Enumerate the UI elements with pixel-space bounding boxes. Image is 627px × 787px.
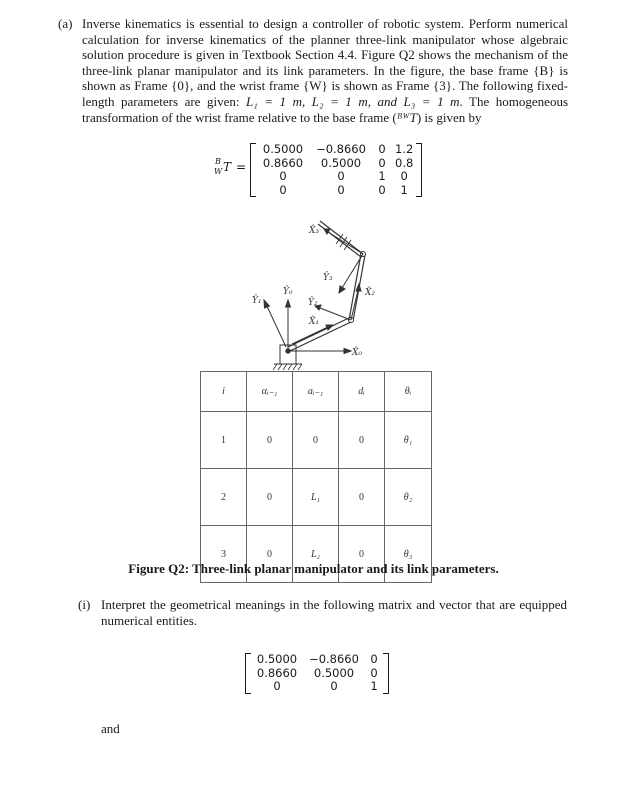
frame-0: {0} (171, 78, 191, 94)
dh-row (201, 412, 432, 469)
label-y0: Ŷ₀ (283, 287, 293, 297)
dh-cell: 3 (201, 526, 247, 583)
y2-axis (320, 308, 351, 320)
dh-cell: 0 (339, 526, 385, 583)
x0-arrow (344, 349, 351, 354)
bracket-right (383, 653, 389, 694)
label-main: T (223, 160, 232, 174)
rotation-matrix (245, 653, 389, 694)
matrix-cell: 0.5000 (313, 665, 355, 680)
transform-matrix (250, 143, 422, 197)
matrix-cell: 0 (378, 182, 386, 197)
dh-header-row (201, 372, 432, 412)
y0-arrow (286, 300, 291, 307)
matrix-cell: 0 (279, 182, 287, 197)
frame-3: {3} (433, 78, 452, 94)
dh-header: θᵢ (385, 372, 432, 412)
label-equals: = (236, 160, 247, 174)
dh-cell: 2 (201, 469, 247, 526)
question-label: (a) (58, 16, 73, 31)
manipulator-figure (230, 208, 390, 373)
y1-axis (266, 304, 286, 347)
link-lengths: L₁ = 1 m, L₂ = 1 m, and L₃ = 1 m (245, 93, 460, 109)
link-3 (320, 221, 363, 254)
link-1-edge (288, 317, 351, 347)
frame-b: {B} (533, 62, 555, 78)
dh-cell: 0 (247, 526, 293, 583)
para-part: Inverse kinematics is essential to design a controller of robotic system. Perform numerical calculation for inverse kinematics of the planner three-link manipulator whose algebraic solution procedure is given in Textbook Section 4.4. Figure Q2 shows the mechanism of the three-link planar manipulator and its link parameters. In the figure, the base frame (82, 16, 568, 78)
matrix-cell: 0.8 (395, 155, 414, 170)
dh-header: αᵢ₋₁ (247, 372, 293, 412)
dh-cell: 0 (293, 412, 339, 469)
frame-w: {W} (302, 78, 328, 94)
dh-cell: 0 (339, 469, 385, 526)
label-sub: W (214, 167, 223, 176)
dh-cell: 0 (247, 412, 293, 469)
matrix-cell: 0 (279, 169, 287, 183)
dh-cell: 0 (339, 412, 385, 469)
matrix-cell: 0 (400, 169, 408, 183)
matrix-cell: 0.5000 (262, 142, 304, 156)
dh-row (201, 469, 432, 526)
subquestion-text: Interpret the geometrical meanings in the following matrix and vector that are equipped numerical entities. (101, 597, 567, 628)
label-sup: B (215, 157, 221, 166)
link-1 (290, 321, 353, 351)
matrix-cell: 0 (378, 142, 386, 156)
label-x1: X̂₁ (309, 317, 320, 327)
rotation-table (251, 653, 383, 694)
transform-label (213, 158, 249, 182)
matrix-cell: 0.5000 (256, 652, 298, 666)
matrix-cell: −0.8660 (316, 142, 366, 156)
bracket-right (416, 143, 422, 197)
matrix-cell: 0.8660 (262, 155, 304, 170)
matrix-cell: 0 (330, 679, 338, 693)
transform-symbol: ᴮᵂT (396, 109, 417, 125)
dh-header: aᵢ₋₁ (293, 372, 339, 412)
dh-cell: L₁ (293, 469, 339, 526)
dh-header: i (201, 372, 247, 412)
matrix-cell: 0 (370, 665, 378, 680)
dh-cell: θ₁ (385, 412, 432, 469)
matrix-cell: 0.8660 (256, 665, 298, 680)
dh-cell: 1 (201, 412, 247, 469)
question-paragraph (82, 16, 568, 125)
dh-cell: θ₃ (385, 526, 432, 583)
matrix-cell: 0 (273, 679, 281, 693)
para-part: , and the wrist frame (190, 78, 303, 94)
label-y2: Ŷ₂ (308, 298, 318, 308)
y1-arrow (264, 300, 270, 308)
para-part: ) is given by (416, 109, 482, 125)
matrix-cell: 1 (378, 169, 386, 183)
matrix-cell: 0 (378, 155, 386, 170)
label-y3: Ŷ₃ (323, 273, 333, 283)
bracket-left (245, 653, 251, 694)
bracket-left (250, 143, 256, 197)
matrix-cell: 0.5000 (320, 155, 362, 170)
para-part: . The homogeneous transformation of the wrist frame relative to the base frame ( (82, 93, 569, 125)
transform-table (256, 143, 416, 197)
matrix-cell: 0 (337, 169, 345, 183)
dh-cell: L₂ (293, 526, 339, 583)
matrix-cell: −0.8660 (309, 652, 359, 666)
label-x2: X̂₂ (365, 288, 376, 298)
x1-arrow (326, 325, 333, 330)
x2-arrow (356, 284, 361, 291)
label-y1: Ŷ₁ (252, 296, 262, 306)
y3-arrow (339, 286, 345, 293)
and-word: and (101, 721, 120, 736)
matrix-cell: 0 (370, 652, 378, 666)
x3-axis (328, 232, 363, 254)
para-part: is shown as Frame (327, 78, 433, 94)
matrix-cell: 1 (400, 182, 408, 197)
figure-caption: Figure Q2: Three-link planar manipulator and its link parameters. (128, 561, 499, 576)
para-part: . The following fixed-length parameters are given: (82, 78, 568, 109)
dh-header: dᵢ (339, 372, 385, 412)
para-part: is shown as Frame (82, 62, 569, 94)
label-x0: X̂₀ (352, 348, 363, 358)
matrix-cell: 1 (370, 679, 378, 693)
label-x3: X̂₃ (309, 226, 320, 236)
subquestion-label: (i) (78, 597, 91, 612)
matrix-cell: 0 (337, 182, 345, 197)
matrix-cell: 1.2 (395, 142, 414, 156)
dh-parameter-table (200, 371, 432, 583)
dh-cell: 0 (247, 469, 293, 526)
dh-cell: θ₂ (385, 469, 432, 526)
ground-hatch (273, 364, 302, 370)
